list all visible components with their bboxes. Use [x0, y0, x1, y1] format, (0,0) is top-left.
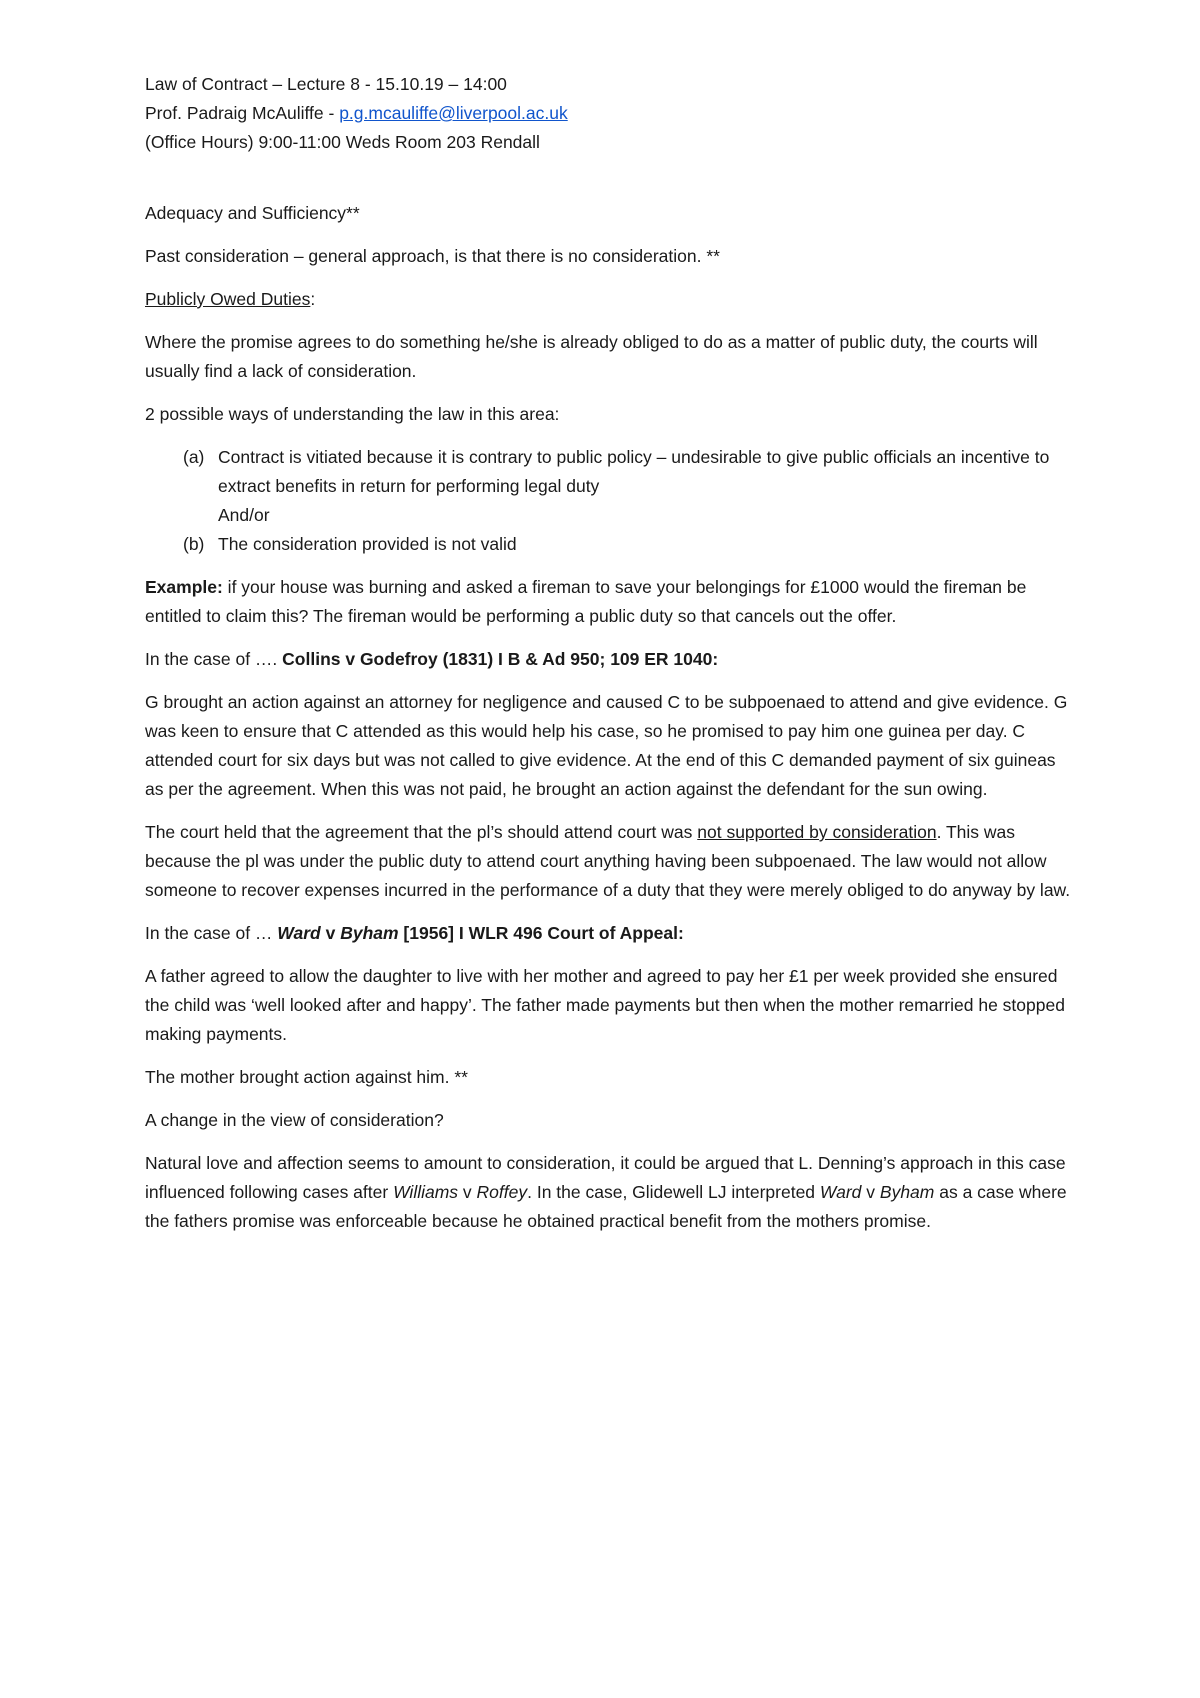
ward-name-1: Ward — [277, 923, 321, 943]
public-duty-paragraph: Where the promise agrees to do something he/she is already obliged to do as a matter of public duty, the courts will usually find a lack of consideration. — [145, 332, 1038, 381]
collins-facts: G brought an action against an attorney for negligence and caused C to be subpoenaed to attend and give evidence. G was keen to ensure that C attended as this would help his case, so he promised to pay him one guinea per day. C attended court for six days but was not called to give evidence. At the end of this C demanded payment of six guineas as per the agreement. When this was not paid, he brought an action against the defendant for the sun owing. — [145, 692, 1068, 799]
publicly-owed-colon: : — [310, 289, 316, 309]
v-2: v — [861, 1182, 880, 1202]
list-body-a — [218, 443, 1075, 530]
document-page — [145, 70, 1075, 1250]
v-1: v — [458, 1182, 477, 1202]
list-text-a: Contract is vitiated because it is contrary to public policy – undesirable to give public officials an incentive to extract benefits in return for performing legal duty — [218, 447, 1050, 496]
adequacy-heading: Adequacy and Sufficiency** — [145, 203, 360, 223]
natural-love-3: as a case where the fathers promise was enforceable because he obtained practical benefit from the mothers promise. — [145, 1182, 1067, 1231]
natural-love-paragraph — [145, 1149, 1075, 1236]
office-hours: (Office Hours) 9:00-11:00 Weds Room 203 Rendall — [145, 132, 540, 152]
ward-ref: Ward — [819, 1182, 862, 1202]
list-item-a — [145, 443, 1075, 530]
natural-love-1: Natural love and affection seems to amount to consideration, it could be argued that L. Denning’s approach in this case influenced following cases after — [145, 1153, 1066, 1202]
ward-heading — [145, 919, 1075, 948]
publicly-owed-heading — [145, 285, 1075, 314]
professor-line — [145, 99, 1075, 128]
court-held-underlined: not supported by consideration — [697, 822, 937, 842]
list-text-b: The consideration provided is not valid — [218, 534, 517, 554]
mother-action: The mother brought action against him. ** — [145, 1067, 468, 1087]
list-marker-a: (a) — [183, 447, 205, 467]
ward-intro: In the case of … — [145, 923, 278, 943]
professor-email-link[interactable]: p.g.mcauliffe@liverpool.ac.uk — [339, 103, 568, 123]
example-text: if your house was burning and asked a fireman to save your belongings for £1000 would the fireman be entitled to claim this? The fireman would be performing a public duty so that cancels out the offer. — [145, 577, 1027, 626]
lecture-title: Law of Contract – Lecture 8 - 15.10.19 – 14:00 — [145, 74, 507, 94]
roffey-ref: Roffey — [476, 1182, 528, 1202]
collins-heading — [145, 645, 1075, 674]
example-paragraph — [145, 573, 1075, 631]
ward-name-2: Byham — [340, 923, 399, 943]
williams-ref: Williams — [393, 1182, 459, 1202]
byham-ref: Byham — [879, 1182, 935, 1202]
ward-citation: [1956] I WLR 496 Court of Appeal: — [398, 923, 684, 943]
list-andor: And/or — [218, 505, 270, 525]
ward-facts: A father agreed to allow the daughter to live with her mother and agreed to pay her £1 per week provided she ensured the child was ‘well looked after and happy’. The father made payments but then when the mother remarried he stopped making payments. — [145, 966, 1065, 1044]
list-item-b — [145, 530, 1075, 559]
change-view: A change in the view of consideration? — [145, 1110, 444, 1130]
court-held-paragraph — [145, 818, 1075, 905]
court-held-end: . This was because the pl was under the public duty to attend court anything having been subpoenaed. The law would not allow someone to recover expenses incurred in the performance of a duty that they were merely obliged to do anyway by law. — [145, 822, 1071, 900]
past-consideration: Past consideration – general approach, is that there is no consideration. ** — [145, 246, 720, 266]
ways-intro: 2 possible ways of understanding the law in this area: — [145, 404, 560, 424]
collins-citation: Collins v Godefroy (1831) I B & Ad 950; 109 ER 1040: — [282, 649, 719, 669]
ways-list — [145, 443, 1075, 559]
ward-v: v — [320, 923, 341, 943]
list-marker-b: (b) — [183, 534, 205, 554]
court-held-start: The court held that the agreement that the pl’s should attend court was — [145, 822, 698, 842]
example-label: Example: — [145, 577, 223, 597]
publicly-owed-title: Publicly Owed Duties — [145, 289, 311, 309]
professor-name: Prof. Padraig McAuliffe - — [145, 103, 340, 123]
natural-love-2: . In the case, Glidewell LJ interpreted — [527, 1182, 820, 1202]
collins-intro: In the case of …. — [145, 649, 283, 669]
